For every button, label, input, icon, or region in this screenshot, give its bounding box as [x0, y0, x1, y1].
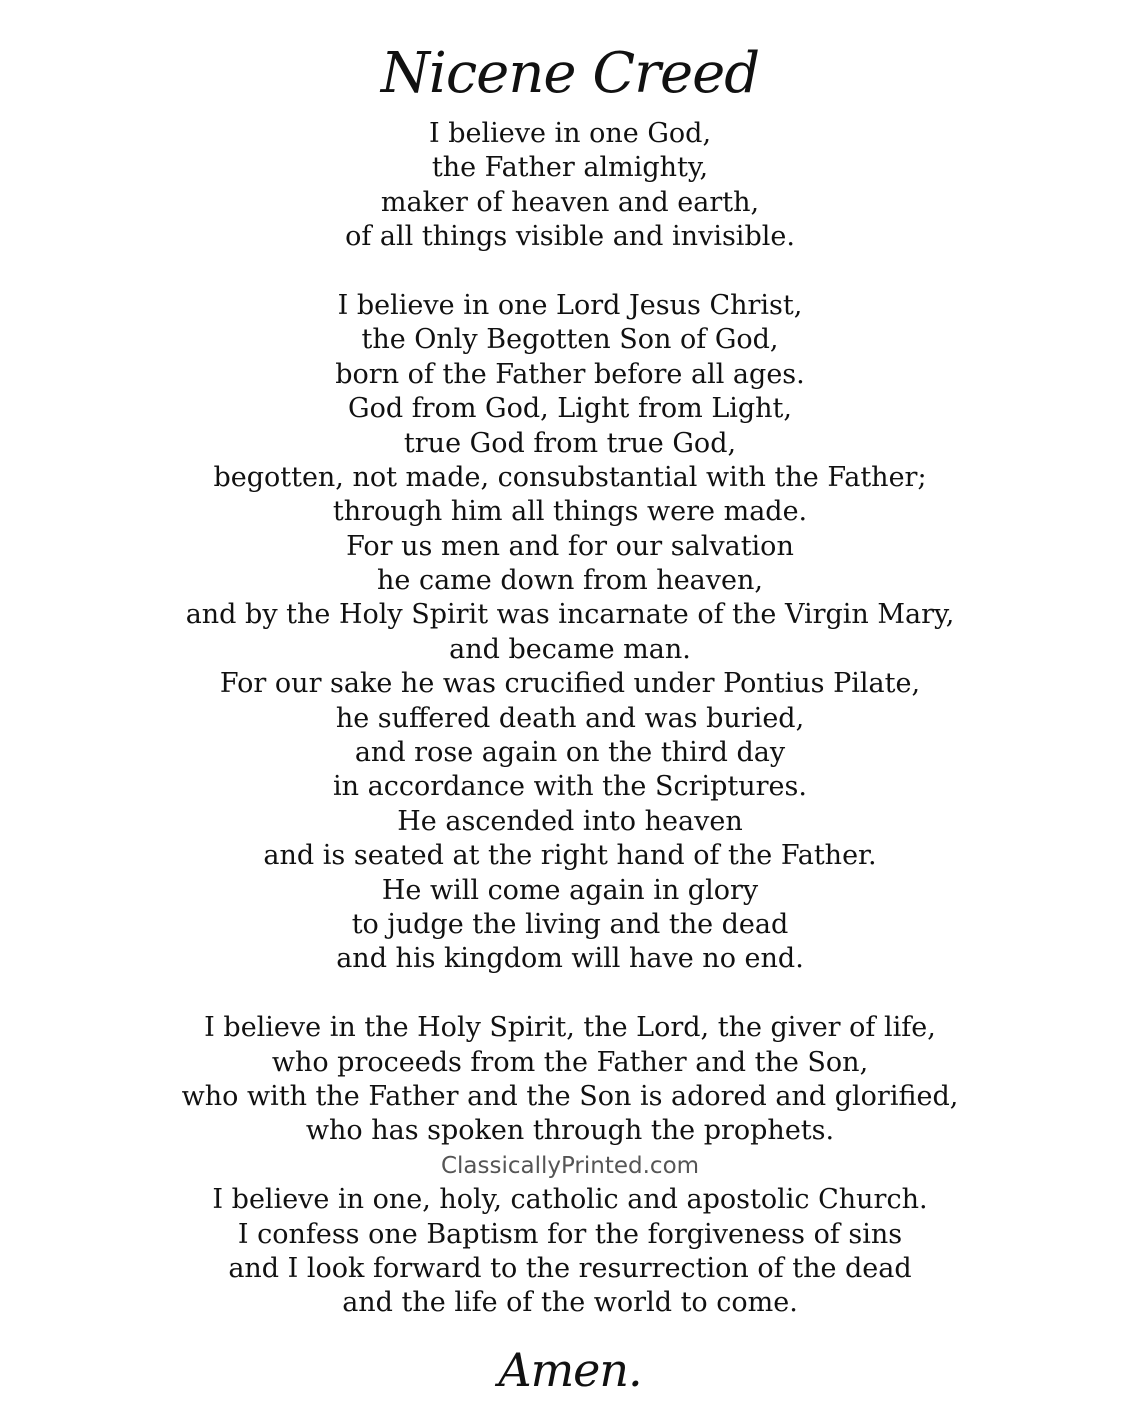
text-line: he came down from heaven,	[377, 565, 763, 597]
watermark: ClassicallyPrinted.com	[440, 1152, 700, 1179]
text-line: and I look forward to the resurrection of the dead	[228, 1252, 912, 1284]
text-line: who proceeds from the Father and the Son,	[271, 1046, 869, 1078]
text-line: who with the Father and the Son is adored and glorified,	[181, 1080, 959, 1112]
stanza-2	[0, 289, 1140, 977]
text-line: begotten, not made, consubstantial with the Father;	[213, 461, 927, 493]
text-line: I believe in one, holy, catholic and apostolic Church.	[212, 1184, 928, 1216]
text-line: true God from true God,	[403, 427, 737, 459]
text-line: and rose again on the third day	[354, 737, 786, 769]
text-line: to judge the living and the dead	[351, 908, 789, 940]
text-line: maker of heaven and earth,	[380, 186, 760, 218]
text-line: He ascended into heaven	[397, 805, 743, 837]
text-line: God from God, Light from Light,	[348, 393, 792, 425]
text-line: and the life of the world to come.	[342, 1287, 798, 1319]
text-line: He will come again in glory	[381, 874, 759, 906]
page-title: Nicene Creed	[380, 41, 760, 106]
text-line: he suffered death and was buried,	[335, 702, 805, 734]
stanza-3	[0, 1011, 1140, 1149]
text-line: and is seated at the right hand of the Father.	[263, 840, 877, 872]
stanza-4	[0, 1183, 1140, 1321]
text-line: I confess one Baptism for the forgiveness of sins	[237, 1218, 903, 1250]
text-line: born of the Father before all ages.	[335, 358, 805, 390]
text-line: I believe in the Holy Spirit, the Lord, the giver of life,	[204, 1012, 936, 1044]
text-line: through him all things were made.	[332, 496, 808, 528]
text-line: of all things visible and invisible.	[345, 221, 795, 253]
text-line: For us men and for our salvation	[346, 530, 794, 562]
stanza-1	[0, 117, 1140, 255]
stanza-spacer	[0, 255, 1140, 289]
text-line: who has spoken through the prophets.	[305, 1115, 835, 1147]
text-line: the Father almighty,	[431, 152, 709, 184]
text-line: I believe in one Lord Jesus Christ,	[337, 289, 803, 321]
stanza-spacer	[0, 977, 1140, 1011]
text-line: and became man.	[449, 633, 691, 665]
closing-amen: Amen.	[498, 1343, 642, 1397]
text-line: and by the Holy Spirit was incarnate of the Virgin Mary,	[185, 599, 955, 631]
creed-text	[0, 117, 1140, 1321]
text-line: I believe in one God,	[428, 118, 712, 149]
text-line: the Only Begotten Son of God,	[361, 324, 779, 356]
text-line: For our sake he was crucified under Pontius Pilate,	[219, 668, 921, 700]
text-line: and his kingdom will have no end.	[336, 943, 804, 975]
text-line: in accordance with the Scriptures.	[333, 771, 807, 803]
